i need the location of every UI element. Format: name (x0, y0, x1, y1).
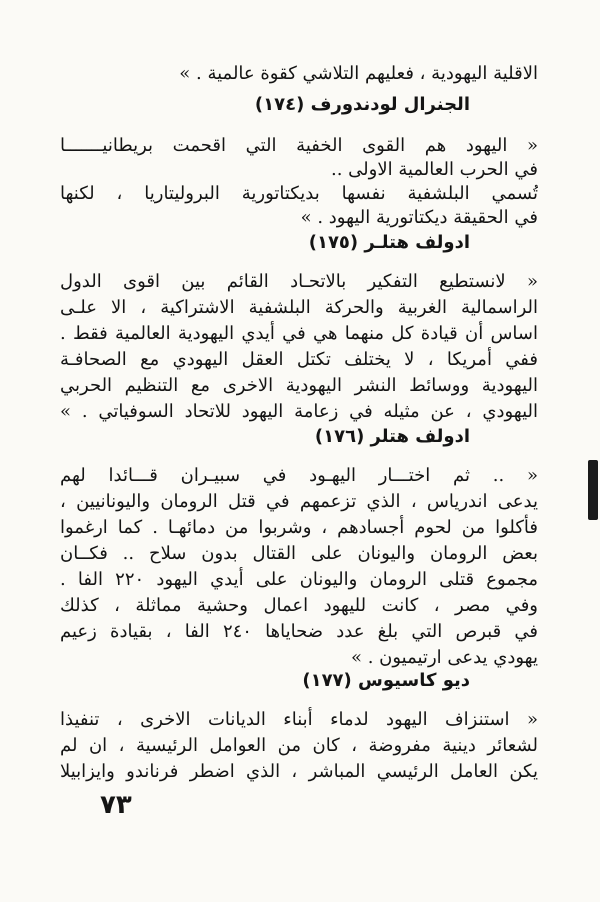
section-heading: ادولف هتلر (١٧٦) (314, 426, 470, 447)
text-line: مجموع قتلى الرومان واليونان على أيدي اليهود ٢٢٠ الفا . (60, 569, 538, 590)
text-line: تُسمي البلشفية نفسها بديكتاتورية البروليتاريا ، لكنها (60, 183, 538, 204)
text-line: ففي أمريكا ، لا يختلف تكتل العقل اليهودي مع الصحافـة (60, 349, 538, 370)
intro-line: الاقلية اليهودية ، فعليهم التلاشي كقوة عالمية . » (179, 63, 538, 84)
text-line: لشعائر دينية مفروضة ، كان من العوامل الرئيسية ، ان لم (60, 735, 538, 756)
text-line: « لانستطيع التفكير بالاتحـاد القائم بين اقوى الدول (60, 271, 538, 292)
section-heading: ادولف هتلـر (١٧٥) (308, 232, 470, 253)
text-line: اساس أن قيادة كل منهما هي في أيدي اليهودية العالمية فقط . (60, 323, 538, 344)
text-line: في الحرب العالمية الاولى .. (331, 159, 538, 180)
text-line: في قبرص التي بلغ عدد ضحاياها ٢٤٠ الفا ، بقيادة زعيم (60, 621, 538, 642)
text-line: اليهودي ، عن مثيله في زعامة اليهود للاتحاد السوفياتي . » (60, 401, 538, 422)
section-heading: ديو كاسيوس (١٧٧) (302, 670, 470, 691)
text-line: الراسمالية الغربية والحركة البلشفية الاشتراكية ، الا علـى (60, 297, 538, 318)
text-line: يهودي يدعى ارتيميون . » (350, 647, 538, 668)
text-line: اليهودية ووسائط النشر اليهودية الاخرى مع التنظيم الحربي (60, 375, 538, 396)
scan-edge-mark (588, 460, 598, 520)
text-line: في الحقيقة ديكتاتورية اليهود . » (300, 207, 538, 228)
page-number: ٧٣ (100, 790, 132, 820)
text-line: « اليهود هم القوى الخفية التي اقحمت بريطانيـــــــا (60, 135, 538, 156)
text-line: فأكلوا من لحوم أجسادهم ، وشربوا من دمائهـا . كما ارغموا (60, 517, 538, 538)
text-line: يكن العامل الرئيسي المباشر ، الذي اضطر فرناندو وايزابيلا (60, 761, 538, 782)
text-line: يدعى اندرياس ، الذي تزعمهم في قتل الرومان واليونانيين ، (60, 491, 538, 512)
section-heading: الجنرال لودندورف (١٧٤) (254, 94, 470, 115)
text-line: « .. ثم اختـــار اليهـود في سبيـران قـــائدا لهم (60, 465, 538, 486)
text-line: بعض الرومان واليونان على القتال بدون سلاح .. فكــان (60, 543, 538, 564)
text-line: « استنزاف اليهود لدماء أبناء الديانات الاخرى ، تنفيذا (60, 709, 538, 730)
text-line: وفي مصر ، كانت لليهود اعمال وحشية مماثلة ، كذلك (60, 595, 538, 616)
